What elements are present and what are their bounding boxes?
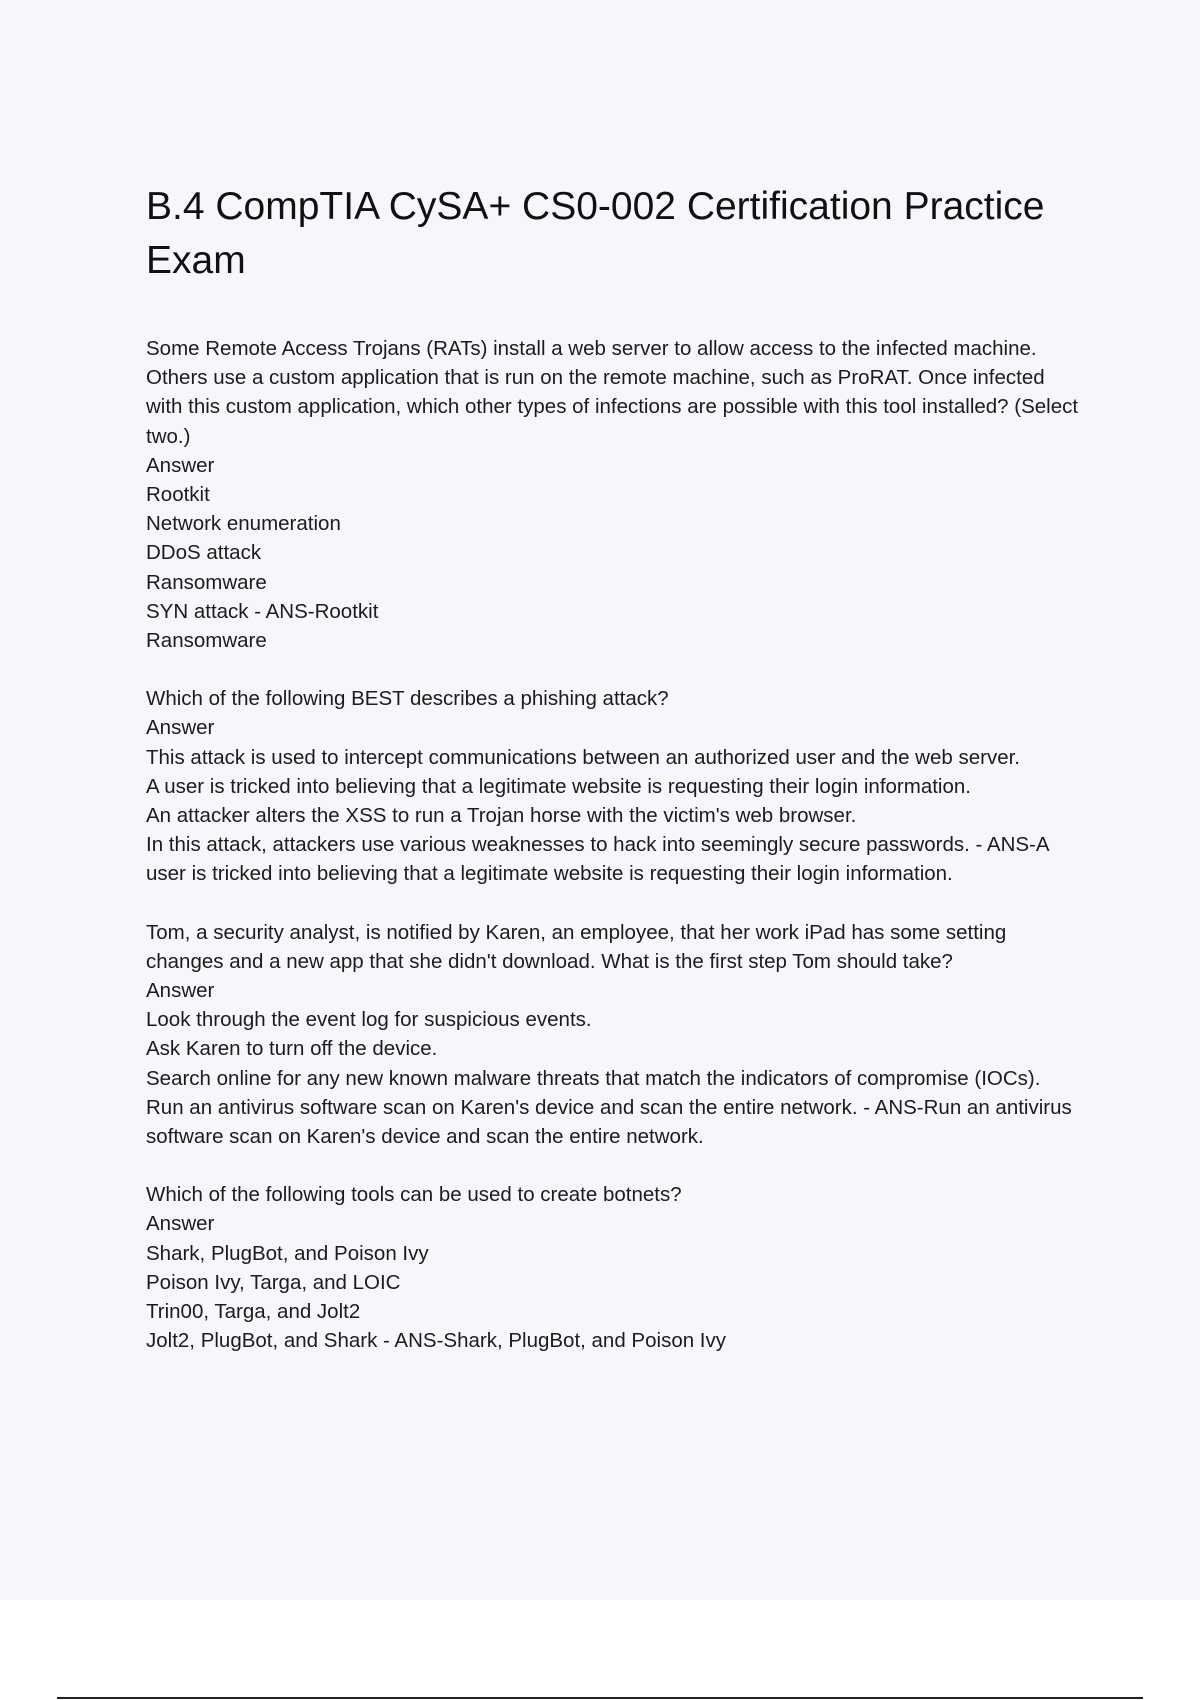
answer-option: A user is tricked into believing that a legitimate website is requesting their login information. — [146, 774, 971, 798]
question-4 — [146, 1180, 1086, 1355]
answer-option: Trin00, Targa, and Jolt2 — [146, 1300, 361, 1324]
answer-option: DDoS attack — [146, 541, 262, 565]
answer-option: Poison Ivy, Targa, and LOIC — [146, 1270, 401, 1294]
answer-option: Shark, PlugBot, and Poison Ivy — [146, 1241, 429, 1265]
answer-option: Ask Karen to turn off the device. — [146, 1037, 438, 1061]
answer-option: Network enumeration — [146, 512, 341, 536]
answer-option: Rootkit — [146, 483, 210, 507]
answer-option: Ransomware — [146, 629, 267, 653]
answer-option: Jolt2, PlugBot, and Shark - ANS-Shark, PlugBot, and Poison Ivy — [146, 1329, 727, 1353]
question-1 — [146, 334, 1086, 655]
document-content — [146, 180, 1086, 1385]
answer-label: Answer — [146, 453, 215, 477]
answer-option: Look through the event log for suspicious events. — [146, 1008, 592, 1032]
answer-option: This attack is used to intercept communications between an authorized user and the web server. — [146, 745, 1021, 769]
question-3 — [146, 918, 1086, 1152]
answer-option: In this attack, attackers use various weaknesses to hack into seemingly secure passwords. - ANS-A user is tricked into believing that a legitimate website is requesting their login information. — [146, 833, 1049, 886]
question-2 — [146, 684, 1086, 888]
answer-label: Answer — [146, 716, 215, 740]
question-prompt: Tom, a security analyst, is notified by Karen, an employee, that her work iPad has some setting changes and a new app that she didn't download. What is the first step Tom should take? — [146, 920, 1007, 973]
question-prompt: Some Remote Access Trojans (RATs) install a web server to allow access to the infected machine. Others use a custom application that is run on the remote machine, such as ProRAT. Once infected with this custom application, which other types of infections are possible with this tool installed? (Select two.) — [146, 337, 1079, 448]
answer-option: Run an antivirus software scan on Karen's device and scan the entire network. - ANS-Run an antivirus software scan on Karen's device and scan the entire network. — [146, 1095, 1072, 1149]
footer-divider — [57, 1697, 1143, 1699]
answer-label: Answer — [146, 979, 215, 1003]
answer-label: Answer — [146, 1212, 215, 1236]
question-prompt: Which of the following BEST describes a phishing attack? — [146, 687, 669, 711]
answer-option: Ransomware — [146, 570, 267, 594]
answer-option: An attacker alters the XSS to run a Trojan horse with the victim's web browser. — [146, 804, 857, 828]
answer-option: SYN attack - ANS-Rootkit — [146, 599, 379, 623]
question-prompt: Which of the following tools can be used to create botnets? — [146, 1183, 682, 1207]
answer-option: Search online for any new known malware threats that match the indicators of compromise (IOCs). — [146, 1066, 1041, 1090]
page-title: B.4 CompTIA CySA+ CS0-002 Certification Practice Exam — [146, 185, 1045, 282]
